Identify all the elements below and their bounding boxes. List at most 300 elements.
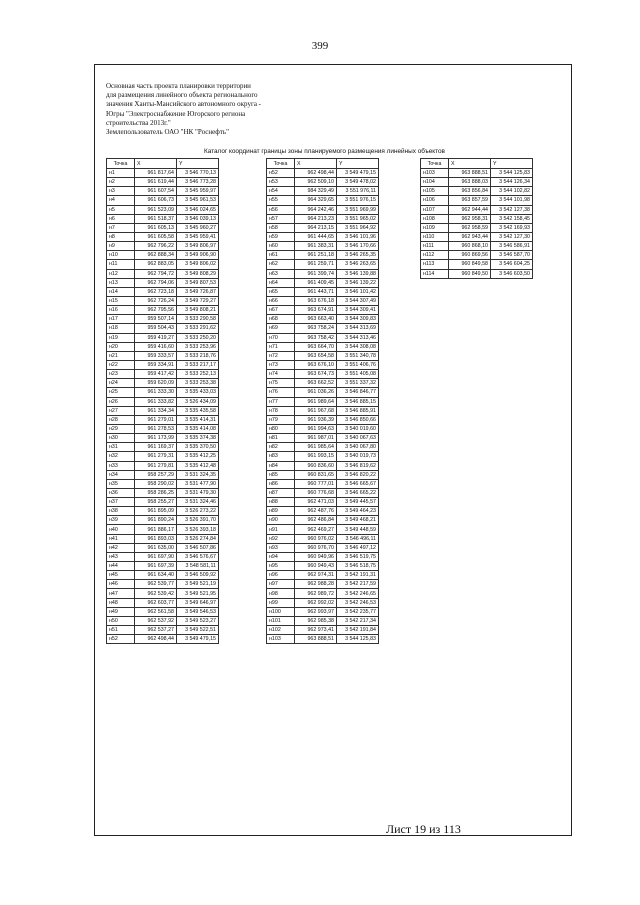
y-cell: 3 540 019,60: [337, 424, 379, 433]
table-row: [267, 516, 379, 525]
y-cell: 3 544 101,98: [491, 196, 533, 205]
x-cell: 961 697,90: [135, 552, 177, 561]
table-row: [421, 260, 533, 269]
y-cell: 3 542 246,65: [337, 589, 379, 598]
table-row: [267, 415, 379, 424]
x-cell: 962 795,56: [135, 306, 177, 315]
point-cell: н45: [107, 571, 135, 580]
table-row: [267, 315, 379, 324]
table-row: [107, 342, 219, 351]
x-cell: 964 242,46: [295, 205, 337, 214]
y-cell: 3 546 850,66: [337, 415, 379, 424]
table-row: [107, 443, 219, 452]
y-cell: 3 549 646,97: [177, 598, 219, 607]
point-cell: н88: [267, 498, 295, 507]
point-cell: н58: [267, 223, 295, 232]
x-cell: 961 606,73: [135, 196, 177, 205]
point-cell: н34: [107, 470, 135, 479]
table-row: [107, 424, 219, 433]
header-point: Точка: [107, 159, 135, 169]
y-cell: 3 549 478,02: [337, 178, 379, 187]
x-cell: 961 697,39: [135, 562, 177, 571]
table-row: [107, 507, 219, 516]
table-row: [421, 178, 533, 187]
table-row: [267, 507, 379, 516]
point-cell: н81: [267, 434, 295, 443]
y-cell: 3 546 497,12: [337, 543, 379, 552]
table-row: [107, 287, 219, 296]
y-cell: 3 551 969,99: [337, 205, 379, 214]
x-cell: 961 383,31: [295, 242, 337, 251]
x-cell: 959 620,09: [135, 379, 177, 388]
point-cell: н65: [267, 287, 295, 296]
table-row: [107, 516, 219, 525]
point-cell: н2: [107, 178, 135, 187]
point-cell: н103: [421, 169, 449, 178]
x-cell: 961 936,39: [295, 415, 337, 424]
x-cell: 961 259,71: [295, 260, 337, 269]
point-cell: н54: [267, 187, 295, 196]
coordinates-table-1: [106, 158, 219, 644]
table-row: [107, 306, 219, 315]
x-cell: 962 498,44: [295, 169, 337, 178]
header-y: Y: [337, 159, 379, 169]
x-cell: 961 409,45: [295, 278, 337, 287]
table-row: [107, 169, 219, 178]
x-cell: 962 794,06: [135, 278, 177, 287]
x-cell: 961 251,18: [295, 251, 337, 260]
x-cell: 963 856,84: [449, 187, 491, 196]
point-cell: н110: [421, 232, 449, 241]
y-cell: 3 546 024,65: [177, 205, 219, 214]
table-row: [107, 616, 219, 625]
point-cell: н86: [267, 479, 295, 488]
y-cell: 3 551 337,32: [337, 379, 379, 388]
point-cell: н4: [107, 196, 135, 205]
x-cell: 963 664,70: [295, 342, 337, 351]
point-cell: н89: [267, 507, 295, 516]
header-line: значения Ханты-Мансийского автономного округа -: [106, 100, 262, 109]
table-row: [267, 306, 379, 315]
table-row: [107, 324, 219, 333]
y-cell: 3 546 586,91: [491, 242, 533, 251]
y-cell: 3 526 273,22: [177, 507, 219, 516]
table-row: [267, 232, 379, 241]
y-cell: 3 544 125,83: [491, 169, 533, 178]
y-cell: 3 546 885,15: [337, 397, 379, 406]
table-row: [421, 232, 533, 241]
table-header-row: [267, 159, 379, 169]
y-cell: 3 546 509,92: [177, 571, 219, 580]
table-row: [107, 260, 219, 269]
point-cell: н92: [267, 534, 295, 543]
table-row: [107, 296, 219, 305]
x-cell: 961 333,30: [135, 388, 177, 397]
y-cell: 3 544 309,41: [337, 306, 379, 315]
y-cell: 3 542 158,45: [491, 214, 533, 223]
y-cell: 3 533 218,76: [177, 351, 219, 360]
point-cell: н6: [107, 214, 135, 223]
point-cell: н93: [267, 543, 295, 552]
table-row: [267, 251, 379, 260]
point-cell: н52: [107, 635, 135, 644]
x-cell: 961 279,81: [135, 461, 177, 470]
x-cell: 960 976,02: [295, 534, 337, 543]
point-cell: н12: [107, 269, 135, 278]
y-cell: 3 531 479,30: [177, 488, 219, 497]
x-cell: 963 662,52: [295, 379, 337, 388]
table-row: [267, 324, 379, 333]
x-cell: 962 539,77: [135, 580, 177, 589]
x-cell: 961 279,31: [135, 452, 177, 461]
x-cell: 963 888,03: [449, 178, 491, 187]
y-cell: 3 549 448,59: [337, 525, 379, 534]
point-cell: н33: [107, 461, 135, 470]
y-cell: 3 546 819,62: [337, 461, 379, 470]
x-cell: 961 518,37: [135, 214, 177, 223]
point-cell: н61: [267, 251, 295, 260]
x-cell: 961 994,63: [295, 424, 337, 433]
y-cell: 3 542 127,30: [491, 232, 533, 241]
table-row: [107, 196, 219, 205]
table-row: [107, 598, 219, 607]
table-row: [107, 187, 219, 196]
point-cell: н102: [267, 626, 295, 635]
table-row: [267, 214, 379, 223]
y-cell: 3 549 521,19: [177, 580, 219, 589]
x-cell: 963 654,58: [295, 351, 337, 360]
table-row: [107, 370, 219, 379]
y-cell: 3 551 405,08: [337, 370, 379, 379]
header-line: Землепользователь ОАО "НК "Роснефть": [106, 128, 229, 137]
y-cell: 3 531 324,35: [177, 470, 219, 479]
point-cell: н32: [107, 452, 135, 461]
x-cell: 960 776,68: [295, 488, 337, 497]
y-cell: 3 535 370,50: [177, 443, 219, 452]
y-cell: 3 549 726,87: [177, 287, 219, 296]
point-cell: н37: [107, 498, 135, 507]
y-cell: 3 549 479,15: [337, 169, 379, 178]
header-y: Y: [491, 159, 533, 169]
x-cell: 963 663,40: [295, 315, 337, 324]
point-cell: н62: [267, 260, 295, 269]
point-cell: н39: [107, 516, 135, 525]
table-row: [267, 543, 379, 552]
x-cell: 962 487,76: [295, 507, 337, 516]
x-cell: 961 443,71: [295, 287, 337, 296]
table-row: [107, 434, 219, 443]
point-cell: н107: [421, 205, 449, 214]
y-cell: 3 526 391,70: [177, 516, 219, 525]
y-cell: 3 535 414,08: [177, 424, 219, 433]
header-line: Основная часть проекта планировки территории: [106, 82, 251, 90]
x-cell: 961 989,64: [295, 397, 337, 406]
point-cell: н13: [107, 278, 135, 287]
y-cell: 3 544 307,49: [337, 296, 379, 305]
x-cell: 961 036,26: [295, 388, 337, 397]
point-cell: н79: [267, 415, 295, 424]
x-cell: 962 943,44: [449, 232, 491, 241]
point-cell: н43: [107, 552, 135, 561]
header-x: X: [295, 159, 337, 169]
table-row: [107, 278, 219, 287]
table-row: [107, 525, 219, 534]
point-cell: н113: [421, 260, 449, 269]
point-cell: н80: [267, 424, 295, 433]
x-cell: 961 895,09: [135, 507, 177, 516]
x-cell: 961 169,37: [135, 443, 177, 452]
point-cell: н91: [267, 525, 295, 534]
header-y: Y: [177, 159, 219, 169]
y-cell: 3 546 507,86: [177, 543, 219, 552]
y-cell: 3 545 959,41: [177, 232, 219, 241]
x-cell: 960 849,58: [449, 260, 491, 269]
x-cell: 962 723,18: [135, 287, 177, 296]
x-cell: 962 944,44: [449, 205, 491, 214]
x-cell: 961 886,17: [135, 525, 177, 534]
x-cell: 962 988,28: [295, 580, 337, 589]
point-cell: н59: [267, 232, 295, 241]
y-cell: 3 546 265,35: [337, 251, 379, 260]
table-row: [107, 242, 219, 251]
y-cell: 3 540 067,80: [337, 443, 379, 452]
x-cell: 959 417,42: [135, 370, 177, 379]
table-row: [421, 223, 533, 232]
point-cell: н85: [267, 470, 295, 479]
table-row: [107, 232, 219, 241]
table-row: [107, 571, 219, 580]
y-cell: 3 551 964,92: [337, 223, 379, 232]
y-cell: 3 546 770,13: [177, 169, 219, 178]
x-cell: 961 619,44: [135, 178, 177, 187]
table-row: [267, 269, 379, 278]
y-cell: 3 546 139,88: [337, 269, 379, 278]
x-cell: 964 213,23: [295, 214, 337, 223]
y-cell: 3 545 960,27: [177, 223, 219, 232]
y-cell: 3 549 464,23: [337, 507, 379, 516]
point-cell: н98: [267, 589, 295, 598]
point-cell: н95: [267, 562, 295, 571]
y-cell: 3 542 217,59: [337, 580, 379, 589]
y-cell: 3 535 433,03: [177, 388, 219, 397]
point-cell: н70: [267, 333, 295, 342]
table-row: [107, 580, 219, 589]
table-row: [267, 571, 379, 580]
table-row: [267, 607, 379, 616]
table-row: [267, 223, 379, 232]
table-row: [267, 498, 379, 507]
y-cell: 3 546 665,67: [337, 479, 379, 488]
x-cell: 961 278,53: [135, 424, 177, 433]
x-cell: 959 507,14: [135, 315, 177, 324]
point-cell: н51: [107, 626, 135, 635]
x-cell: 960 849,50: [449, 269, 491, 278]
y-cell: 3 540 067,63: [337, 434, 379, 443]
y-cell: 3 546 263,65: [337, 260, 379, 269]
point-cell: н60: [267, 242, 295, 251]
table-row: [421, 205, 533, 214]
point-cell: н30: [107, 434, 135, 443]
x-cell: 960 777,01: [295, 479, 337, 488]
catalog-title: Каталог координат границы зоны планируемого размещения линейных объектов: [204, 148, 445, 155]
y-cell: 3 531 324,46: [177, 498, 219, 507]
y-cell: 3 546 039,13: [177, 214, 219, 223]
x-cell: 961 987,01: [295, 434, 337, 443]
table-row: [267, 525, 379, 534]
y-cell: 3 531 477,90: [177, 479, 219, 488]
y-cell: 3 546 587,70: [491, 251, 533, 260]
point-cell: н26: [107, 397, 135, 406]
x-cell: 960 976,70: [295, 543, 337, 552]
point-cell: н40: [107, 525, 135, 534]
point-cell: н100: [267, 607, 295, 616]
y-cell: 3 542 217,34: [337, 616, 379, 625]
point-cell: н99: [267, 598, 295, 607]
header-point: Точка: [421, 159, 449, 169]
point-cell: н42: [107, 543, 135, 552]
y-cell: 3 535 374,38: [177, 434, 219, 443]
table-row: [107, 214, 219, 223]
point-cell: н41: [107, 534, 135, 543]
table-row: [107, 360, 219, 369]
y-cell: 3 549 445,57: [337, 498, 379, 507]
x-cell: 959 416,60: [135, 342, 177, 351]
point-cell: н20: [107, 342, 135, 351]
table-row: [107, 626, 219, 635]
point-cell: н82: [267, 443, 295, 452]
y-cell: 3 540 019,73: [337, 452, 379, 461]
point-cell: н10: [107, 251, 135, 260]
x-cell: 960 868,10: [449, 242, 491, 251]
y-cell: 3 533 253,96: [177, 342, 219, 351]
x-cell: 961 605,58: [135, 232, 177, 241]
point-cell: н75: [267, 379, 295, 388]
y-cell: 3 546 576,67: [177, 552, 219, 561]
point-cell: н9: [107, 242, 135, 251]
table-row: [107, 562, 219, 571]
table-row: [267, 452, 379, 461]
y-cell: 3 551 976,15: [337, 196, 379, 205]
table-row: [267, 187, 379, 196]
x-cell: 961 333,82: [135, 397, 177, 406]
table-row: [267, 287, 379, 296]
table-row: [107, 415, 219, 424]
point-cell: н64: [267, 278, 295, 287]
table-row: [267, 388, 379, 397]
y-cell: 3 546 519,75: [337, 552, 379, 561]
table-row: [107, 388, 219, 397]
y-cell: 3 549 523,27: [177, 616, 219, 625]
point-cell: н38: [107, 507, 135, 516]
x-cell: 961 173,99: [135, 434, 177, 443]
y-cell: 3 546 885,91: [337, 406, 379, 415]
point-cell: н84: [267, 461, 295, 470]
x-cell: 961 607,54: [135, 187, 177, 196]
x-cell: 959 419,27: [135, 333, 177, 342]
table-row: [107, 552, 219, 561]
y-cell: 3 533 253,38: [177, 379, 219, 388]
table-row: [267, 169, 379, 178]
table-row: [107, 406, 219, 415]
y-cell: 3 546 139,22: [337, 278, 379, 287]
point-cell: н106: [421, 196, 449, 205]
y-cell: 3 544 125,83: [337, 635, 379, 644]
y-cell: 3 533 252,13: [177, 370, 219, 379]
y-cell: 3 535 435,58: [177, 406, 219, 415]
table-row: [107, 223, 219, 232]
point-cell: н27: [107, 406, 135, 415]
x-cell: 961 279,01: [135, 415, 177, 424]
y-cell: 3 533 291,62: [177, 324, 219, 333]
y-cell: 3 551 406,76: [337, 360, 379, 369]
point-cell: н77: [267, 397, 295, 406]
point-cell: н8: [107, 232, 135, 241]
y-cell: 3 546 820,22: [337, 470, 379, 479]
point-cell: н24: [107, 379, 135, 388]
y-cell: 3 544 102,82: [491, 187, 533, 196]
y-cell: 3 549 906,90: [177, 251, 219, 260]
table-row: [267, 360, 379, 369]
x-cell: 961 817,64: [135, 169, 177, 178]
header-x: X: [135, 159, 177, 169]
y-cell: 3 546 665,22: [337, 488, 379, 497]
point-cell: н96: [267, 571, 295, 580]
x-cell: 962 888,34: [135, 251, 177, 260]
y-cell: 3 526 393,18: [177, 525, 219, 534]
x-cell: 962 498,44: [135, 635, 177, 644]
table-row: [267, 616, 379, 625]
point-cell: н7: [107, 223, 135, 232]
point-cell: н111: [421, 242, 449, 251]
table-row: [107, 315, 219, 324]
point-cell: н108: [421, 214, 449, 223]
point-cell: н31: [107, 443, 135, 452]
table-row: [267, 552, 379, 561]
x-cell: 961 444,65: [295, 232, 337, 241]
table-row: [267, 461, 379, 470]
x-cell: 962 486,84: [295, 516, 337, 525]
header-line: для размещения линейного объекта регионального: [106, 91, 258, 100]
table-row: [107, 543, 219, 552]
table-row: [267, 342, 379, 351]
x-cell: 961 890,24: [135, 516, 177, 525]
point-cell: н36: [107, 488, 135, 497]
table-row: [107, 470, 219, 479]
x-cell: 964 213,15: [295, 223, 337, 232]
point-cell: н50: [107, 616, 135, 625]
point-cell: н47: [107, 589, 135, 598]
y-cell: 3 533 290,58: [177, 315, 219, 324]
y-cell: 3 526 434,09: [177, 397, 219, 406]
x-cell: 963 674,91: [295, 306, 337, 315]
table-row: [107, 251, 219, 260]
x-cell: 961 605,13: [135, 223, 177, 232]
y-cell: 3 535 412,25: [177, 452, 219, 461]
x-cell: 959 334,91: [135, 360, 177, 369]
point-cell: н1: [107, 169, 135, 178]
point-cell: н49: [107, 607, 135, 616]
table-row: [107, 205, 219, 214]
x-cell: 963 676,18: [295, 296, 337, 305]
x-cell: 958 255,27: [135, 498, 177, 507]
table-row: [107, 607, 219, 616]
y-cell: 3 535 412,48: [177, 461, 219, 470]
point-cell: н3: [107, 187, 135, 196]
table-row: [421, 214, 533, 223]
coordinates-table-3: [420, 158, 533, 279]
table-row: [421, 269, 533, 278]
table-row: [107, 498, 219, 507]
